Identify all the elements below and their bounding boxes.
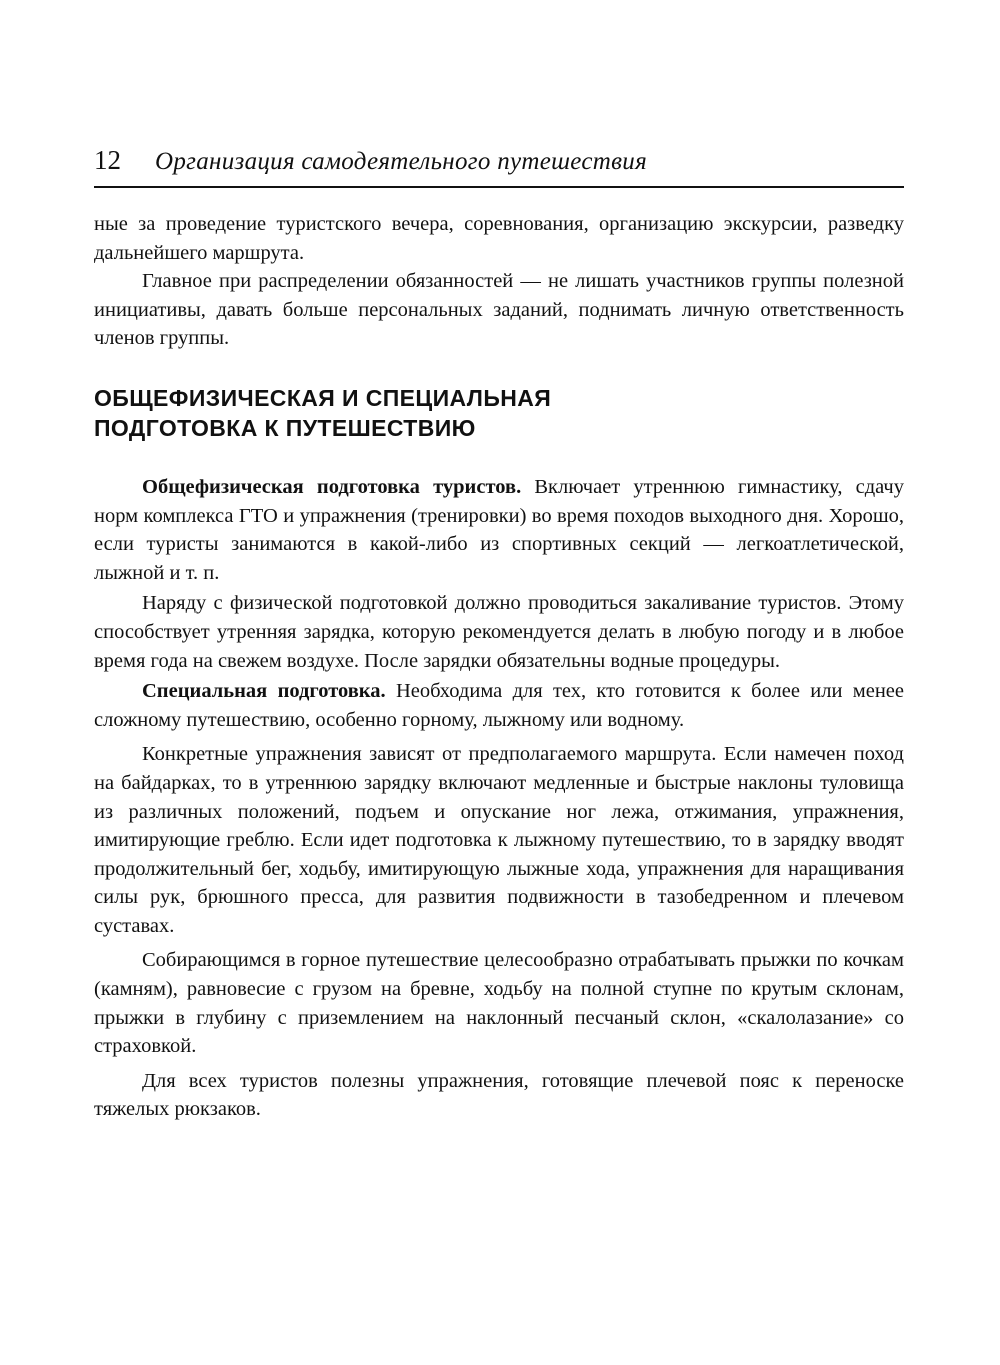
section-heading-line-1: ОБЩЕФИЗИЧЕСКАЯ И СПЕЦИАЛЬНАЯ xyxy=(94,384,552,411)
running-head xyxy=(94,145,904,176)
section-heading-line-2: ПОДГОТОВКА К ПУТЕШЕСТВИЮ xyxy=(94,414,476,441)
paragraph-exercises: Конкретные упражнения зависят от предполагаемого маршрута. Если намечен поход на байдарках, то в утреннюю зарядку включают медленные и быстрые наклоны туловища из различных положений, подъем и опускание ног лежа, отжимания, упражнения, имитирующие греблю. Если идет подготовка к лыжному путешествию, то в зарядку вводят продолжительный бег, ходьбу, имитирующую лыжные хода, упражнения для наращивания силы рук, брюшного пресса, для развития подвижности в тазобедренном и плечевом суставах. xyxy=(94,743,904,937)
paragraph-duties: Главное при распределении обязанностей — не лишать участников группы полезной инициативы, давать больше персональных заданий, поднимать личную ответственность членов группы. xyxy=(94,270,904,350)
paragraph-continuation: ные за проведение туристского вечера, соревнования, организацию экскурсии, разведку дальнейшего маршрута. xyxy=(94,213,904,264)
paragraph-mountain: Собирающимся в горное путешествие целесообразно отрабатывать прыжки по кочкам (камням), равновесие с грузом на бревне, ходьбу на полной ступне по крутым склонам, прыжки в глубину с приземлением на наклонный песчаный склон, «скалолазание» со страховкой. xyxy=(94,949,904,1058)
paragraph-shoulders: Для всех туристов полезны упражнения, готовящие плечевой пояс к переноске тяжелых рюкзаков. xyxy=(94,1069,904,1121)
paragraph-general-text: Включает утреннюю гимнастику, сдачу норм комплекса ГТО и упражнения (тренировки) во время походов выходного дня. Хорошо, если туристы занимаются в какой-либо из спортивных секций — легкоатлетической, лыжной и т. п. xyxy=(94,475,904,584)
page-number: 12 xyxy=(94,145,121,175)
run-in-heading-special: Специальная подготовка. xyxy=(142,680,386,703)
paragraph-hardening: Наряду с физической подготовкой должно проводиться закаливание туристов. Этому способствует утренняя зарядка, которую рекомендуется делать в любую погоду и в любое время года на свежем воздухе. После зарядки обязательны водные процедуры. xyxy=(94,592,904,672)
section-heading xyxy=(94,383,904,443)
running-title: Организация самодеятельного путешествия xyxy=(155,148,647,175)
paragraph-general-training xyxy=(94,473,904,587)
run-in-heading-general: Общефизическая подготовка туристов. xyxy=(142,475,522,498)
body-text xyxy=(94,210,904,1124)
header-rule xyxy=(94,186,904,188)
paragraph-special-text: Необходима для тех, кто готовится к более или менее сложному путешествию, особенно горному, лыжному или водному. xyxy=(94,680,904,731)
paragraph-special-training xyxy=(94,677,904,734)
